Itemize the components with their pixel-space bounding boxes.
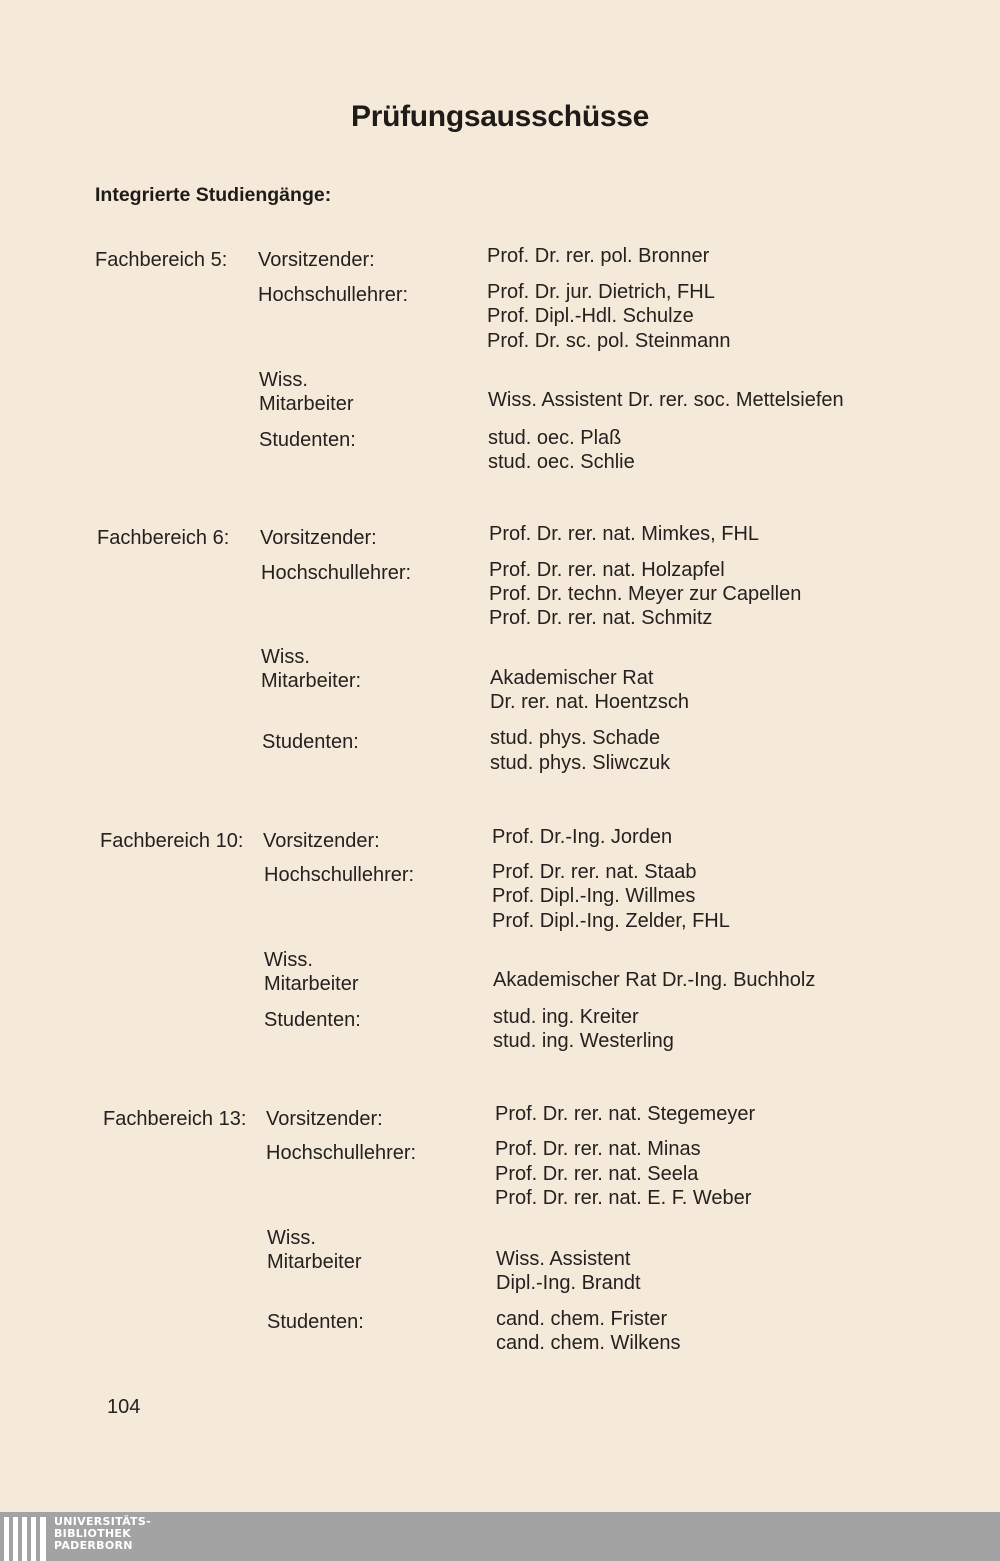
logo-line: UNIVERSITÄTS-	[54, 1515, 151, 1528]
staff-name: Wiss. Assistent Dr. rer. soc. Mettelsiefen	[488, 389, 844, 411]
professors-label: Hochschullehrer:	[264, 864, 415, 886]
staff-label: Wiss.	[261, 646, 310, 668]
students-label: Studenten:	[259, 429, 356, 451]
professor-name: Prof. Dr. sc. pol. Steinmann	[487, 330, 731, 352]
professor-name: Prof. Dr. rer. nat. Staab	[492, 861, 697, 883]
staff-name: Akademischer Rat Dr.-Ing. Buchholz	[493, 969, 816, 991]
student-name: stud. oec. Plaß	[488, 427, 622, 449]
page-number: 104	[107, 1396, 141, 1418]
chair-label: Vorsitzender:	[263, 830, 380, 852]
staff-name: Akademischer Rat	[490, 667, 654, 689]
staff-label: Mitarbeiter	[264, 973, 359, 995]
professor-name: Prof. Dr. rer. nat. Holzapfel	[489, 559, 725, 581]
professors-label: Hochschullehrer:	[266, 1142, 417, 1164]
logo-line: BIBLIOTHEK	[54, 1527, 132, 1540]
student-name: stud. ing. Westerling	[493, 1030, 674, 1052]
professor-name: Prof. Dr. rer. nat. Minas	[495, 1138, 701, 1160]
professor-name: Prof. Dr. rer. nat. Seela	[495, 1163, 699, 1185]
logo-line: PADERBORN	[54, 1539, 133, 1552]
chair-label: Vorsitzender:	[266, 1108, 383, 1130]
page-subtitle: Integrierte Studiengänge:	[95, 184, 332, 206]
chair-name: Prof. Dr.-Ing. Jorden	[492, 826, 673, 848]
professor-name: Prof. Dr. rer. nat. Schmitz	[489, 607, 713, 629]
department-label: Fachbereich 6:	[97, 527, 230, 549]
library-footer	[0, 1512, 1000, 1561]
chair-label: Vorsitzender:	[260, 527, 377, 549]
professor-name: Prof. Dr. jur. Dietrich, FHL	[487, 281, 715, 303]
student-name: stud. ing. Kreiter	[493, 1006, 639, 1028]
student-name: stud. oec. Schlie	[488, 451, 635, 473]
chair-label: Vorsitzender:	[258, 249, 375, 271]
student-name: cand. chem. Wilkens	[496, 1332, 681, 1354]
library-logo-text	[54, 1516, 151, 1552]
chair-name: Prof. Dr. rer. nat. Mimkes, FHL	[489, 523, 760, 545]
staff-label: Wiss.	[267, 1227, 316, 1249]
department-label: Fachbereich 5:	[95, 249, 228, 271]
page-title: Prüfungsausschüsse	[350, 100, 650, 133]
staff-label: Mitarbeiter	[259, 393, 354, 415]
staff-label: Wiss.	[259, 369, 308, 391]
department-label: Fachbereich 10:	[100, 830, 244, 852]
chair-name: Prof. Dr. rer. pol. Bronner	[487, 245, 710, 267]
students-label: Studenten:	[264, 1009, 361, 1031]
professor-name: Prof. Dipl.-Ing. Willmes	[492, 885, 696, 907]
professor-name: Prof. Dipl.-Hdl. Schulze	[487, 305, 694, 327]
professors-label: Hochschullehrer:	[261, 562, 412, 584]
staff-label: Mitarbeiter:	[261, 670, 362, 692]
professors-label: Hochschullehrer:	[258, 284, 409, 306]
student-name: stud. phys. Sliwczuk	[490, 752, 671, 774]
staff-name: Wiss. Assistent	[496, 1248, 631, 1270]
students-label: Studenten:	[262, 731, 359, 753]
staff-name: Dipl.-Ing. Brandt	[496, 1272, 641, 1294]
professor-name: Prof. Dr. techn. Meyer zur Capellen	[489, 583, 802, 605]
student-name: cand. chem. Frister	[496, 1308, 668, 1330]
student-name: stud. phys. Schade	[490, 727, 661, 749]
students-label: Studenten:	[267, 1311, 364, 1333]
department-label: Fachbereich 13:	[103, 1108, 247, 1130]
staff-label: Wiss.	[264, 949, 313, 971]
staff-label: Mitarbeiter	[267, 1251, 362, 1273]
professor-name: Prof. Dipl.-Ing. Zelder, FHL	[492, 910, 730, 932]
chair-name: Prof. Dr. rer. nat. Stegemeyer	[495, 1103, 756, 1125]
staff-name: Dr. rer. nat. Hoentzsch	[490, 691, 689, 713]
professor-name: Prof. Dr. rer. nat. E. F. Weber	[495, 1187, 752, 1209]
